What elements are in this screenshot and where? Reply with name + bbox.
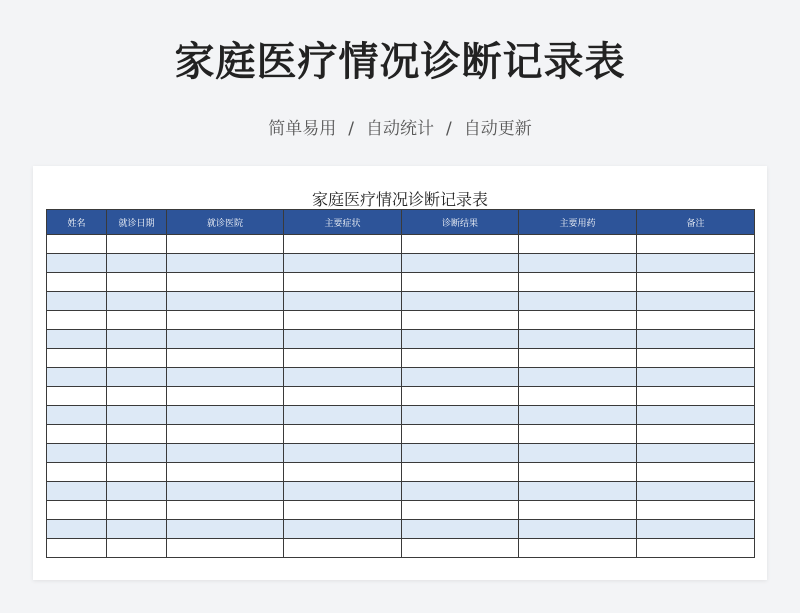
column-header-symptoms: 主要症状 [284, 210, 402, 235]
table-cell[interactable] [167, 482, 284, 501]
table-cell[interactable] [284, 235, 402, 254]
table-cell[interactable] [519, 254, 637, 273]
table-cell[interactable] [519, 349, 637, 368]
table-cell[interactable] [402, 425, 519, 444]
table-cell[interactable] [637, 235, 755, 254]
table-cell[interactable] [402, 406, 519, 425]
table-cell[interactable] [167, 425, 284, 444]
table-cell[interactable] [519, 292, 637, 311]
table-cell[interactable] [637, 387, 755, 406]
table-cell[interactable] [284, 349, 402, 368]
column-header-medication: 主要用药 [519, 210, 637, 235]
table-cell[interactable] [47, 387, 107, 406]
table-cell[interactable] [167, 444, 284, 463]
subtitle-separator: / [348, 119, 354, 139]
table-cell[interactable] [284, 520, 402, 539]
table-cell[interactable] [107, 235, 167, 254]
table-row [47, 520, 755, 539]
column-header-notes: 备注 [637, 210, 755, 235]
subtitle-item-easy: 简单易用 [268, 119, 337, 139]
table-cell[interactable] [402, 292, 519, 311]
table-cell[interactable] [107, 463, 167, 482]
sheet-title: 家庭医疗情况诊断记录表 [311, 190, 488, 209]
table-cell[interactable] [637, 425, 755, 444]
column-header-hospital: 就诊医院 [167, 210, 284, 235]
table-cell[interactable] [519, 406, 637, 425]
table-cell[interactable] [519, 520, 637, 539]
table-cell[interactable] [167, 349, 284, 368]
table-cell[interactable] [519, 444, 637, 463]
table-cell[interactable] [402, 311, 519, 330]
table-row [47, 425, 755, 444]
table-cell[interactable] [107, 254, 167, 273]
table-cell[interactable] [47, 444, 107, 463]
table-cell[interactable] [284, 501, 402, 520]
table-cell[interactable] [284, 387, 402, 406]
table-cell[interactable] [167, 292, 284, 311]
table-cell[interactable] [107, 330, 167, 349]
table-cell[interactable] [47, 292, 107, 311]
table-cell[interactable] [637, 254, 755, 273]
table-cell[interactable] [47, 425, 107, 444]
column-header-visit-date: 就诊日期 [107, 210, 167, 235]
table-cell[interactable] [637, 349, 755, 368]
table-cell[interactable] [284, 406, 402, 425]
table-cell[interactable] [47, 482, 107, 501]
subtitle-item-auto-update: 自动更新 [463, 119, 532, 139]
table-cell[interactable] [47, 349, 107, 368]
table-cell[interactable] [107, 482, 167, 501]
table-cell[interactable] [637, 311, 755, 330]
table-cell[interactable] [47, 273, 107, 292]
table-cell[interactable] [47, 368, 107, 387]
column-header-diagnosis: 诊断结果 [402, 210, 519, 235]
table-cell[interactable] [402, 463, 519, 482]
table-cell[interactable] [107, 349, 167, 368]
table-cell[interactable] [167, 539, 284, 558]
table-row [47, 444, 755, 463]
table-cell[interactable] [167, 273, 284, 292]
table-cell[interactable] [167, 387, 284, 406]
table-cell[interactable] [284, 368, 402, 387]
subtitle-separator: / [446, 119, 452, 139]
table-row [47, 273, 755, 292]
table-header-row [47, 210, 755, 235]
table-cell[interactable] [107, 539, 167, 558]
table-cell[interactable] [167, 463, 284, 482]
subtitle-item-auto-stats: 自动统计 [366, 119, 434, 139]
table-cell[interactable] [637, 368, 755, 387]
table-row [47, 368, 755, 387]
table-cell[interactable] [107, 292, 167, 311]
table-cell[interactable] [402, 330, 519, 349]
table-cell[interactable] [47, 406, 107, 425]
table-cell[interactable] [107, 368, 167, 387]
table-cell[interactable] [47, 463, 107, 482]
table-cell[interactable] [519, 463, 637, 482]
table-row [47, 311, 755, 330]
table-cell[interactable] [519, 539, 637, 558]
table-row [47, 349, 755, 368]
table-cell[interactable] [402, 273, 519, 292]
table-cell[interactable] [47, 539, 107, 558]
table-cell[interactable] [284, 311, 402, 330]
table-cell[interactable] [167, 406, 284, 425]
table-cell[interactable] [402, 444, 519, 463]
table-row [47, 406, 755, 425]
table-row [47, 501, 755, 520]
table-cell[interactable] [402, 349, 519, 368]
table-cell[interactable] [637, 406, 755, 425]
table-cell[interactable] [107, 425, 167, 444]
table-cell[interactable] [637, 292, 755, 311]
table-cell[interactable] [637, 273, 755, 292]
table-cell[interactable] [47, 254, 107, 273]
table-cell[interactable] [284, 330, 402, 349]
table-cell[interactable] [284, 425, 402, 444]
table-cell[interactable] [402, 520, 519, 539]
table-cell[interactable] [402, 368, 519, 387]
table-cell[interactable] [167, 368, 284, 387]
table-cell[interactable] [107, 406, 167, 425]
table-cell[interactable] [107, 311, 167, 330]
spreadsheet-preview [33, 166, 767, 580]
record-table [46, 209, 755, 558]
table-cell[interactable] [402, 387, 519, 406]
table-cell[interactable] [284, 463, 402, 482]
table-cell[interactable] [107, 501, 167, 520]
table-body [47, 235, 755, 558]
table-cell[interactable] [402, 482, 519, 501]
table-cell[interactable] [47, 520, 107, 539]
table-row [47, 292, 755, 311]
table-cell[interactable] [402, 235, 519, 254]
table-row [47, 482, 755, 501]
table-cell[interactable] [167, 501, 284, 520]
table-cell[interactable] [519, 273, 637, 292]
table-cell[interactable] [637, 520, 755, 539]
table-row [47, 254, 755, 273]
subtitle [0, 114, 800, 139]
table-cell[interactable] [402, 539, 519, 558]
table-cell[interactable] [284, 254, 402, 273]
table-cell[interactable] [167, 311, 284, 330]
table-cell[interactable] [519, 368, 637, 387]
table-cell[interactable] [519, 235, 637, 254]
table-cell[interactable] [519, 387, 637, 406]
table-cell[interactable] [107, 444, 167, 463]
table-cell[interactable] [47, 501, 107, 520]
table-cell[interactable] [519, 330, 637, 349]
table-cell[interactable] [284, 539, 402, 558]
table-cell[interactable] [637, 539, 755, 558]
table-cell[interactable] [47, 235, 107, 254]
table-cell[interactable] [637, 463, 755, 482]
table-cell[interactable] [107, 520, 167, 539]
table-cell[interactable] [167, 254, 284, 273]
table-cell[interactable] [47, 330, 107, 349]
table-cell[interactable] [167, 330, 284, 349]
table-row [47, 539, 755, 558]
table-cell[interactable] [107, 273, 167, 292]
table-cell[interactable] [519, 482, 637, 501]
table-cell[interactable] [637, 444, 755, 463]
table-cell[interactable] [637, 501, 755, 520]
table-row [47, 463, 755, 482]
column-header-name: 姓名 [47, 210, 107, 235]
table-row [47, 235, 755, 254]
table-cell[interactable] [284, 444, 402, 463]
table-cell[interactable] [167, 235, 284, 254]
table-cell[interactable] [47, 311, 107, 330]
table-cell[interactable] [637, 330, 755, 349]
table-cell[interactable] [637, 482, 755, 501]
table-cell[interactable] [519, 311, 637, 330]
table-row [47, 330, 755, 349]
table-cell[interactable] [402, 254, 519, 273]
table-cell[interactable] [519, 425, 637, 444]
table-cell[interactable] [284, 482, 402, 501]
table-cell[interactable] [284, 273, 402, 292]
table-cell[interactable] [519, 501, 637, 520]
table-cell[interactable] [284, 292, 402, 311]
table-row [47, 387, 755, 406]
table-cell[interactable] [402, 501, 519, 520]
table-cell[interactable] [167, 520, 284, 539]
table-cell[interactable] [107, 387, 167, 406]
page-title: 家庭医疗情况诊断记录表 [174, 39, 626, 85]
